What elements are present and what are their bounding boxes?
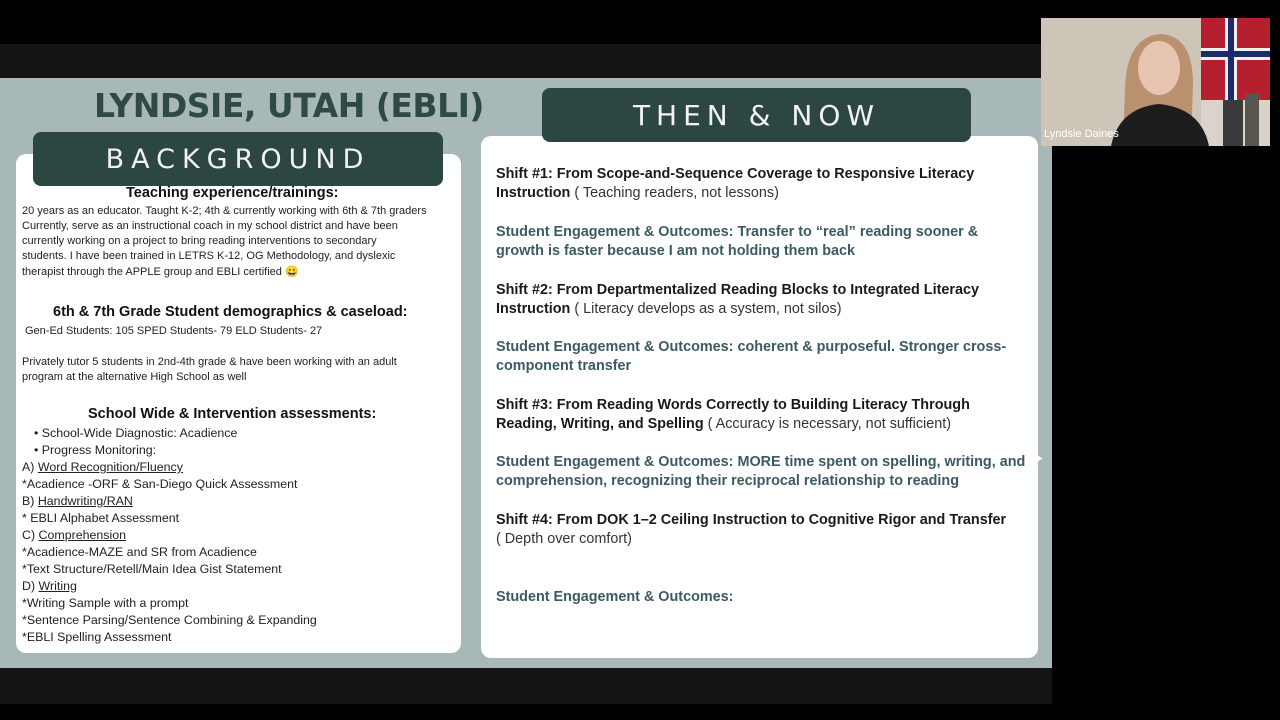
outcome-2: Student Engagement & Outcomes: coherent & purposeful. Stronger cross-component transfer	[496, 339, 1007, 375]
screen-share-top-strip	[0, 44, 1052, 78]
slide-title: LYNDSIE, UTAH (EBLI)	[94, 86, 484, 125]
teaching-line-3: currently working on a project to bring reading interventions to secondary	[22, 235, 377, 247]
assessment-c-label: C) Comprehension	[22, 528, 127, 542]
assessment-bullet-1: • School-Wide Diagnostic: Acadience	[34, 426, 238, 440]
caseload-line: Gen-Ed Students: 105 SPED Students- 79 ELD Students- 27	[25, 325, 323, 337]
then-now-banner: THEN & NOW	[542, 88, 971, 142]
shift-4: Shift #4: From DOK 1–2 Ceiling Instruction to Cognitive Rigor and Transfer ( Depth over comfort)	[496, 512, 1007, 548]
assessment-bullet-2: • Progress Monitoring:	[34, 443, 157, 457]
teaching-line-5: therapist through the APPLE group and EBLI certified 😀	[22, 266, 299, 278]
participant-name: Lyndsie Daines	[1044, 128, 1119, 140]
tutor-line-2: program at the alternative High School as well	[22, 371, 247, 383]
assessment-d-item-1: *Writing Sample with a prompt	[22, 596, 189, 610]
tutor-line-1: Privately tutor 5 students in 2nd-4th grade & have been working with an adult	[22, 356, 397, 368]
teaching-line-4: students. I have been trained in LETRS K-12, OG Methodology, and dyslexic	[22, 250, 396, 262]
shift-3: Shift #3: From Reading Words Correctly to Building Literacy Through Reading, Writing, and Spelling ( Accuracy is necessary, not sufficient)	[496, 397, 970, 433]
outcome-3: Student Engagement & Outcomes: MORE time spent on spelling, writing, and comprehension, recognizing their reciprocal relationship to reading	[496, 454, 1026, 490]
assessment-c-item-1: *Acadience-MAZE and SR from Acadience	[22, 545, 257, 559]
teaching-line-1: 20 years as an educator. Taught K-2; 4th & currently working with 6th & 7th graders	[22, 205, 427, 217]
assessment-d-item-3: *EBLI Spelling Assessment	[22, 630, 172, 644]
assessments-heading: School Wide & Intervention assessments:	[88, 406, 377, 422]
assessment-a-label: A) Word Recognition/Fluency	[22, 460, 183, 474]
outcome-4: Student Engagement & Outcomes:	[496, 589, 734, 605]
assessment-b-item: * EBLI Alphabet Assessment	[22, 511, 180, 525]
shift-2: Shift #2: From Departmentalized Reading Blocks to Integrated Literacy Instruction ( Literacy develops as a system, not silos)	[496, 282, 979, 318]
assessment-d-item-2: *Sentence Parsing/Sentence Combining & Expanding	[22, 613, 317, 627]
outcome-1: Student Engagement & Outcomes: Transfer to “real” reading sooner & growth is faster because I am not holding them back	[496, 224, 979, 260]
assessment-b-label: B) Handwriting/RAN	[22, 494, 133, 508]
teaching-line-2: Currently, serve as an instructional coach in my school district and have been	[22, 220, 398, 232]
background-banner: BACKGROUND	[33, 132, 443, 186]
participant-video-tile[interactable]	[1041, 18, 1270, 146]
assessment-d-label: D) Writing	[22, 579, 77, 593]
assessment-c-item-2: *Text Structure/Retell/Main Idea Gist Statement	[22, 562, 282, 576]
assessment-a-item: *Acadience -ORF & San-Diego Quick Assessment	[22, 477, 298, 491]
participant-video-feed	[1041, 18, 1270, 146]
shift-1: Shift #1: From Scope-and-Sequence Coverage to Responsive Literacy Instruction ( Teaching readers, not lessons)	[496, 166, 975, 202]
demographics-heading: 6th & 7th Grade Student demographics & caseload:	[53, 304, 408, 320]
screen-share-bottom-strip	[0, 668, 1052, 704]
teaching-heading: Teaching experience/trainings:	[126, 185, 339, 201]
